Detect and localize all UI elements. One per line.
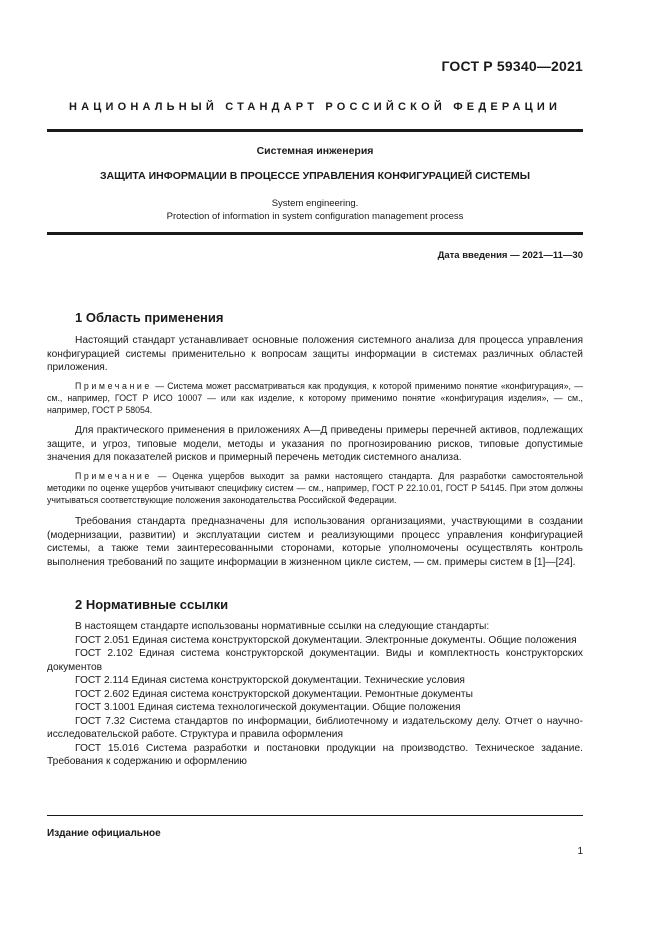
reference-item: ГОСТ 15.016 Система разработки и постановки продукции на производство. Техническое задание. Требования к содержанию и оформлению [47,742,583,767]
paragraph-text: Для практического применения в приложениях А—Д приведены примеры перечней активов, подлежащих защите, и угроз, типовые модели, методы и указания по прогнозированию рисков, типовые допустимые значения для показателей рисков и примерный перечень методик системного анализа. [47,425,583,463]
reference-item: ГОСТ 3.1001 Единая система технологической документации. Общие положения [75,702,461,713]
note-label: Примечание [75,381,152,391]
normative-references-list [47,620,583,769]
page-number: 1 [577,846,583,857]
section-1-note-2 [47,470,583,506]
note-label: Примечание [75,471,152,481]
title-divider [47,232,583,235]
section-1-note-1 [47,380,583,416]
footer-divider [47,815,583,816]
paragraph-text: Настоящий стандарт устанавливает основные положения системного анализа для процесса управления конфигурацией системы применительно к вопросам защиты информации в системах различных областей приложения. [47,335,583,373]
references-intro: В настоящем стандарте использованы нормативные ссылки на следующие стандарты: [75,621,490,632]
document-number: ГОСТ Р 59340—2021 [441,58,583,74]
reference-item: ГОСТ 2.051 Единая система конструкторской документации. Электронные документы. Общие положения [75,634,577,646]
standard-title-ru: ЗАЩИТА ИНФОРМАЦИИ В ПРОЦЕССЕ УПРАВЛЕНИЯ КОНФИГУРАЦИЕЙ СИСТЕМЫ [99,170,531,182]
section-1-paragraph-2 [47,424,583,465]
official-edition-label: Издание официальное [47,828,161,839]
reference-item: ГОСТ 2.102 Единая система конструкторской документации. Виды и комплектность конструкторских документов [47,648,583,673]
reference-item: ГОСТ 2.602 Единая система конструкторской документации. Ремонтные документы [75,688,473,700]
reference-item: ГОСТ 2.114 Единая система конструкторской документации. Технические условия [75,675,465,686]
standard-title-en [47,197,583,223]
section-1-paragraph-3 [47,515,583,569]
section-1-heading: 1 Область применения [75,310,224,325]
introduction-date: Дата введения — 2021—11—30 [437,250,583,261]
section-1-paragraph-1 [47,334,583,375]
note-text: — Система может рассматриваться как продукция, к которой применимо понятие «конфигурация», — см., например, ГОСТ Р ИСО 10007 — или как изделие, к которому применимо понятие «конфигурация изделия», — см., например, ГОСТ Р 58054. [47,381,583,415]
title-en-line-1: System engineering. [271,198,359,209]
note-text: — Оценка ущербов выходит за рамки настоящего стандарта. Для разработки самостоятельной методики по оценке ущербов учитывают специфику систем — см., например, ГОСТ Р 22.10.01, ГОСТ Р 54145. При этом должны учитываться соответствующие положения законодательства Российской Федерации. [47,471,583,505]
national-standard-banner: НАЦИОНАЛЬНЫЙ СТАНДАРТ РОССИЙСКОЙ ФЕДЕРАЦИИ [68,101,562,113]
title-en-line-2: Protection of information in system configuration management process [166,211,464,222]
paragraph-text: Требования стандарта предназначены для использования организациями, участвующими в создании (модернизации, развитии) и эксплуатации систем и реализующими процесс управления конфигурацией системы, а также теми заинтересованными сторонами, которые уполномочены осуществлять контроль выполнения требований по защите информации в жизненном цикле систем, — см. примеры систем в [1]—[24]. [47,516,583,568]
top-divider [47,129,583,132]
reference-item: ГОСТ 7.32 Система стандартов по информации, библиотечному и издательскому делу. Отчет о научно-исследовательской работе. Структура и правила оформления [47,715,583,740]
section-2-heading: 2 Нормативные ссылки [75,597,229,612]
standard-category: Системная инженерия [256,145,374,157]
